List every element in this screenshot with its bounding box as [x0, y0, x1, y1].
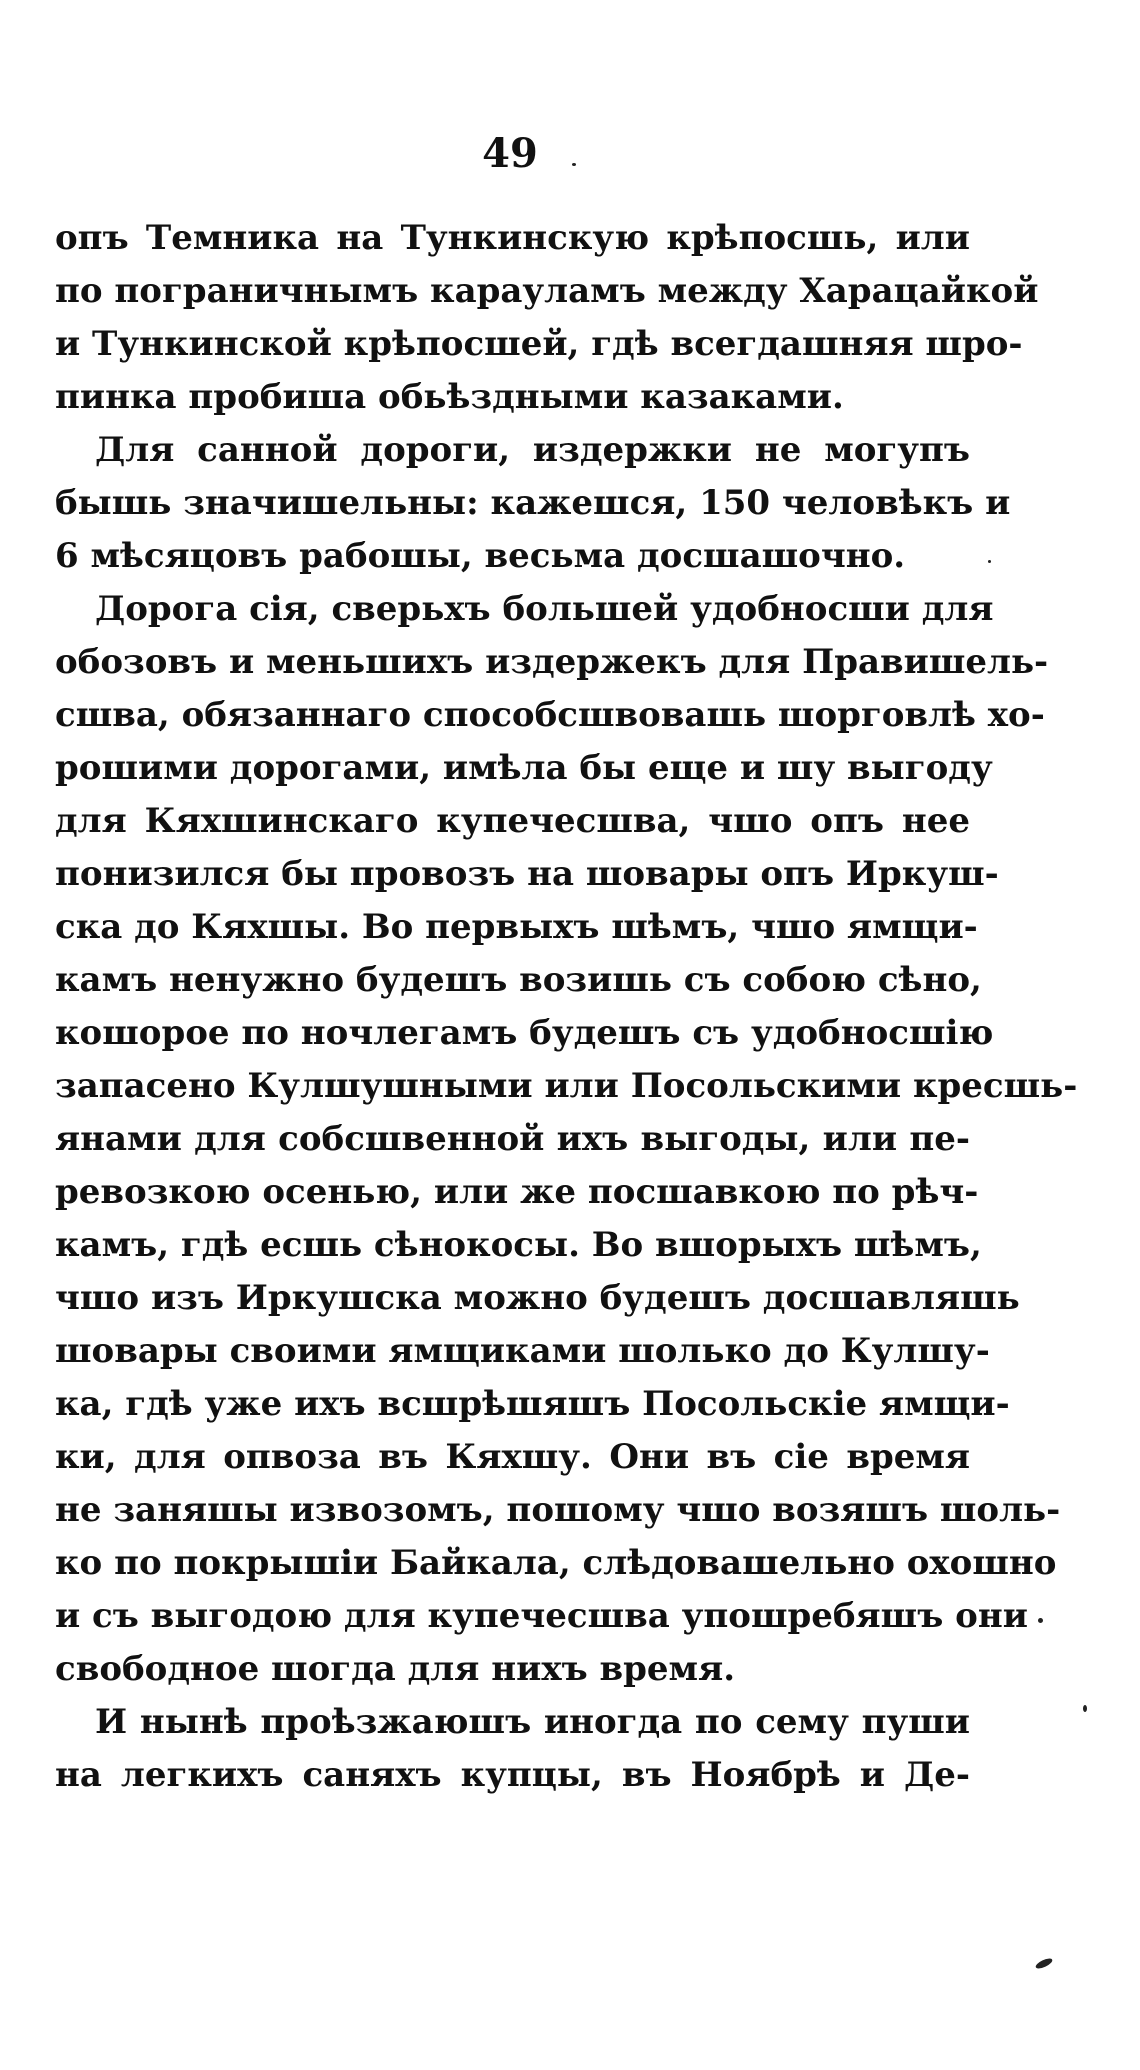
text-line: Для санной дороги, издержки не могупъ — [95, 430, 970, 470]
paragraph-4 — [55, 1696, 970, 1802]
text-line: пинка пробиша обьѣздными казаками. — [55, 377, 844, 417]
scan-speck — [1038, 1618, 1043, 1623]
text-line: янами для собсшвенной ихъ выгоды, или пе- — [55, 1119, 970, 1159]
text-line: запасено Кулшушными или Посольскими кресшь- — [55, 1066, 1078, 1106]
text-line: на легкихъ саняхъ купцы, въ Ноябрѣ и Де- — [55, 1755, 970, 1795]
text-line: опъ Темника на Тункинскую крѣпосшь, или — [55, 218, 970, 258]
text-line: чшо изъ Иркушска можно будешъ досшавляшь — [55, 1278, 1020, 1318]
text-line: Дорога сія, сверьхъ большей удобносши для — [95, 589, 994, 629]
text-line: 6 мѣсяцовъ рабошы, весьма досшашочно. — [55, 536, 906, 576]
paragraph-1 — [55, 212, 1039, 424]
text-line: бышь значишельны: кажешся, 150 человѣкъ и — [55, 483, 1011, 523]
text-line: рошими дорогами, имѣла бы еще и шу выгоду — [55, 748, 993, 788]
page-number: 49 — [482, 130, 538, 177]
text-line: ревозкою осенью, или же посшавкою по рѣч- — [55, 1172, 979, 1212]
text-line: сшва, обязаннаго способсшвовашь шорговлѣ хо- — [55, 695, 1045, 735]
text-line: И нынѣ проѣзжаюшъ иногда по сему пуши — [95, 1702, 970, 1742]
text-line: обозовъ и меньшихъ издержекъ для Правишель- — [55, 642, 1049, 682]
text-line: кошорое по ночлегамъ будешъ съ удобносшію — [55, 1013, 994, 1053]
text-line: и Тункинской крѣпосшей, гдѣ всегдашняя шро- — [55, 324, 1023, 364]
text-line: ска до Кяхшы. Во первыхъ шѣмъ, чшо ямщи- — [55, 907, 978, 947]
scan-speck — [572, 163, 576, 166]
paragraph-2 — [55, 424, 1011, 583]
text-line: ко по покрышіи Байкала, слѣдовашельно охошно — [55, 1543, 1057, 1583]
text-line: свободное шогда для нихъ время. — [55, 1649, 736, 1689]
scan-speck — [988, 560, 991, 563]
text-line: камъ, гдѣ есшь сѣнокосы. Во вшорыхъ шѣмъ, — [55, 1225, 982, 1265]
text-line: понизился бы провозъ на шовары опъ Иркуш- — [55, 854, 999, 894]
text-line: шовары своими ямщиками шолько до Кулшу- — [55, 1331, 990, 1371]
text-line: ка, гдѣ уже ихъ всшрѣшяшъ Посольскіе ямщи- — [55, 1384, 1010, 1424]
text-line: для Кяхшинскаго купечесшва, чшо опъ нее — [55, 801, 970, 841]
scan-speck — [1034, 1957, 1053, 1971]
text-line: и съ выгодою для купечесшва упошребяшъ они — [55, 1596, 1028, 1636]
text-line: ки, для опвоза въ Кяхшу. Они въ сіе время — [55, 1437, 970, 1477]
paragraph-3 — [55, 583, 1078, 1696]
text-line: по пограничнымъ карауламъ между Харацайкой — [55, 271, 1039, 311]
text-line: не заняшы извозомъ, пошому чшо возяшъ шоль- — [55, 1490, 1061, 1530]
text-line: камъ ненужно будешъ возишь съ собою сѣно, — [55, 960, 982, 1000]
body-text — [55, 212, 1078, 1802]
scan-speck — [1083, 1705, 1087, 1712]
